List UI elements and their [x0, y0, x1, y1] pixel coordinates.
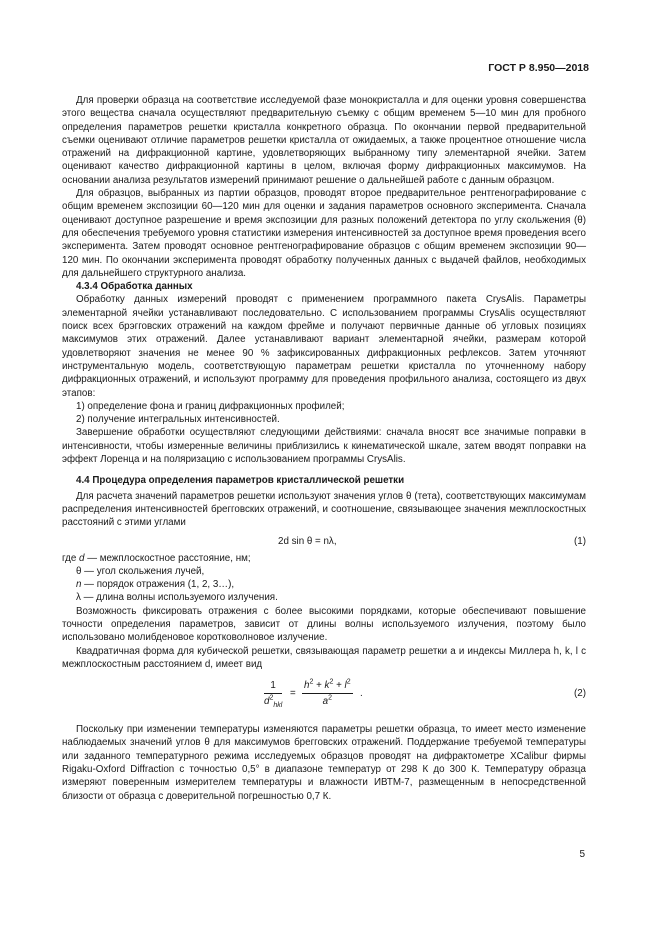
formula-2-number: (2)	[574, 688, 586, 700]
paragraph: Квадратичная форма для кубической решетки, связывающая параметр решетки a и индексы Миллера h, k, l с межплоскостным расстоянием d, имеет вид	[62, 645, 586, 670]
formula-2-lhs-numerator: 1	[264, 679, 282, 694]
paragraph: Возможность фиксировать отражения с более высокими порядками, которые обеспечивают повышение точности определения параметров, зависит от длины волны используемого излучения, поэтому было использовано молибденовое коротковолновое излучение.	[62, 605, 586, 644]
formula-2-lhs	[264, 679, 282, 709]
list-item: 1) определение фона и границ дифракционных профилей;	[76, 400, 345, 412]
section-heading-4-3-4: 4.3.4 Обработка данных	[76, 281, 193, 293]
paragraph: Для расчета значений параметров решетки используют значения углов θ (тета), соответствующих максимумам распределения интенсивностей брегговских отражений, и соотношение, связывающее значения межплоскостных расстояний с этими углами	[62, 490, 586, 529]
formula-1	[62, 532, 586, 550]
where-d: где d — межплоскостное расстояние, нм;	[62, 552, 251, 564]
paragraph: Для проверки образца на соответствие исследуемой фазе монокристалла и для оценки уровня совершенства этого вещества сначала осуществляют предварительную съемку с общим временем 5—10 мин для пробного определения параметров решетки кристалла конкретного образца. По окончании первой предварительной съемки оценивают отличие параметров решетки кристалла от ожидаемых, а также процентное отношение числа отражений на дифракционной картине, удовлетворяющих выбранному типу элементарной ячейки. Затем оценивают качество дифракционной картины в целом, включая форму дифракционных максимумов. На основании анализа результатов измерений принимают решение о дальнейшей работе с данным образцом.	[62, 95, 586, 186]
formula-2-equals: =	[290, 688, 296, 700]
list-item: 2) получение интегральных интенсивностей.	[76, 414, 280, 426]
formula-2-rhs-denominator: $a^2$	[322, 694, 332, 708]
where-theta: θ — угол скольжения лучей,	[76, 565, 205, 577]
page-number: 5	[579, 849, 585, 860]
paragraph: Для образцов, выбранных из партии образцов, проводят второе предварительное рентгенографирование с общим временем экспозиции 60—120 мин для оценки и задания параметров основного эксперимента. Сначала оценивают доступное разрешение и время экспозиции для разных положений детектора по углу скольжения (θ) для обеспечения требуемого уровня статистики измерения интенсивностей за доступное время проведения всего эксперимента. Затем проводят основное рентгенографирование образцов с общим временем экспозиции 90—120 мин. По окончании эксперимента проводят обработку полученных данных с выдачей файлов, необходимых для дальнейшего структурного анализа.	[62, 188, 586, 279]
paragraph: Поскольку при изменении температуры изменяются параметры решетки образца, то имеет место изменение наблюдаемых значений углов θ для максимумов брегговских отражений. Поддержание требуемой температуры или заданного температурного режима исследуемых образцов проводят на дифрактометре XCalibur фирмы Rigaku-Oxford Diffraction с точностью 0,5° в диапазоне температур от 298 К до 300 К. Температуру образца измеряют поверенным измерителем температуры и влажности ИВТМ-7, размещенным в непосредственной близости от образца с доверительной погрешностью 0,7 К.	[62, 724, 586, 802]
formula-2	[62, 675, 586, 717]
document-body	[62, 94, 586, 803]
formula-1-number: (1)	[574, 535, 586, 547]
where-n: n — порядок отражения (1, 2, 3…),	[76, 579, 235, 591]
paragraph: Обработку данных измерений проводят с применением программного пакета CrysAlis. Параметры элементарной ячейки устанавливают последовательно. С использованием программы CrysAlis осуществляют поиск всех брэгговских отражений на каждом фрейме и получают первичные данные об угловых позициях максимумов этих отражений. Далее устанавливают вариант элементарной ячейки, размерам которой удовлетворяют значения не менее 90 % зафиксированных дифракционных рефлексов. Затем уточняют инструментальную модель, соответствующую параметрам решетки кристалла по уточненному набору дифракционных отражений, и используют программу для проведения профильного анализа, состоящего из двух этапов:	[62, 294, 586, 399]
paragraph: Завершение обработки осуществляют следующими действиями: сначала вносят все значимые поправки в интенсивности, чтобы измеренные величины приблизились к кинематической шкале, затем вводят поправки на эффект Лоренца и на поляризацию с использованием программы CrysAlis.	[62, 427, 586, 466]
formula-2-rhs-numerator: $h^2 + k^2 + l^2$	[302, 679, 353, 694]
section-heading-4-4: 4.4 Процедура определения параметров кристаллической решетки	[76, 475, 405, 487]
formula-1-expression: 2d sin θ = nλ,	[278, 535, 337, 547]
formula-2-lhs-denominator: $d^2_{hkl}$	[264, 694, 283, 710]
formula-2-tail: .	[360, 688, 363, 700]
formula-2-rhs	[302, 679, 353, 709]
document-header: ГОСТ Р 8.950—2018	[488, 62, 589, 74]
where-lambda: λ — длина волны используемого излучения.	[76, 592, 278, 604]
